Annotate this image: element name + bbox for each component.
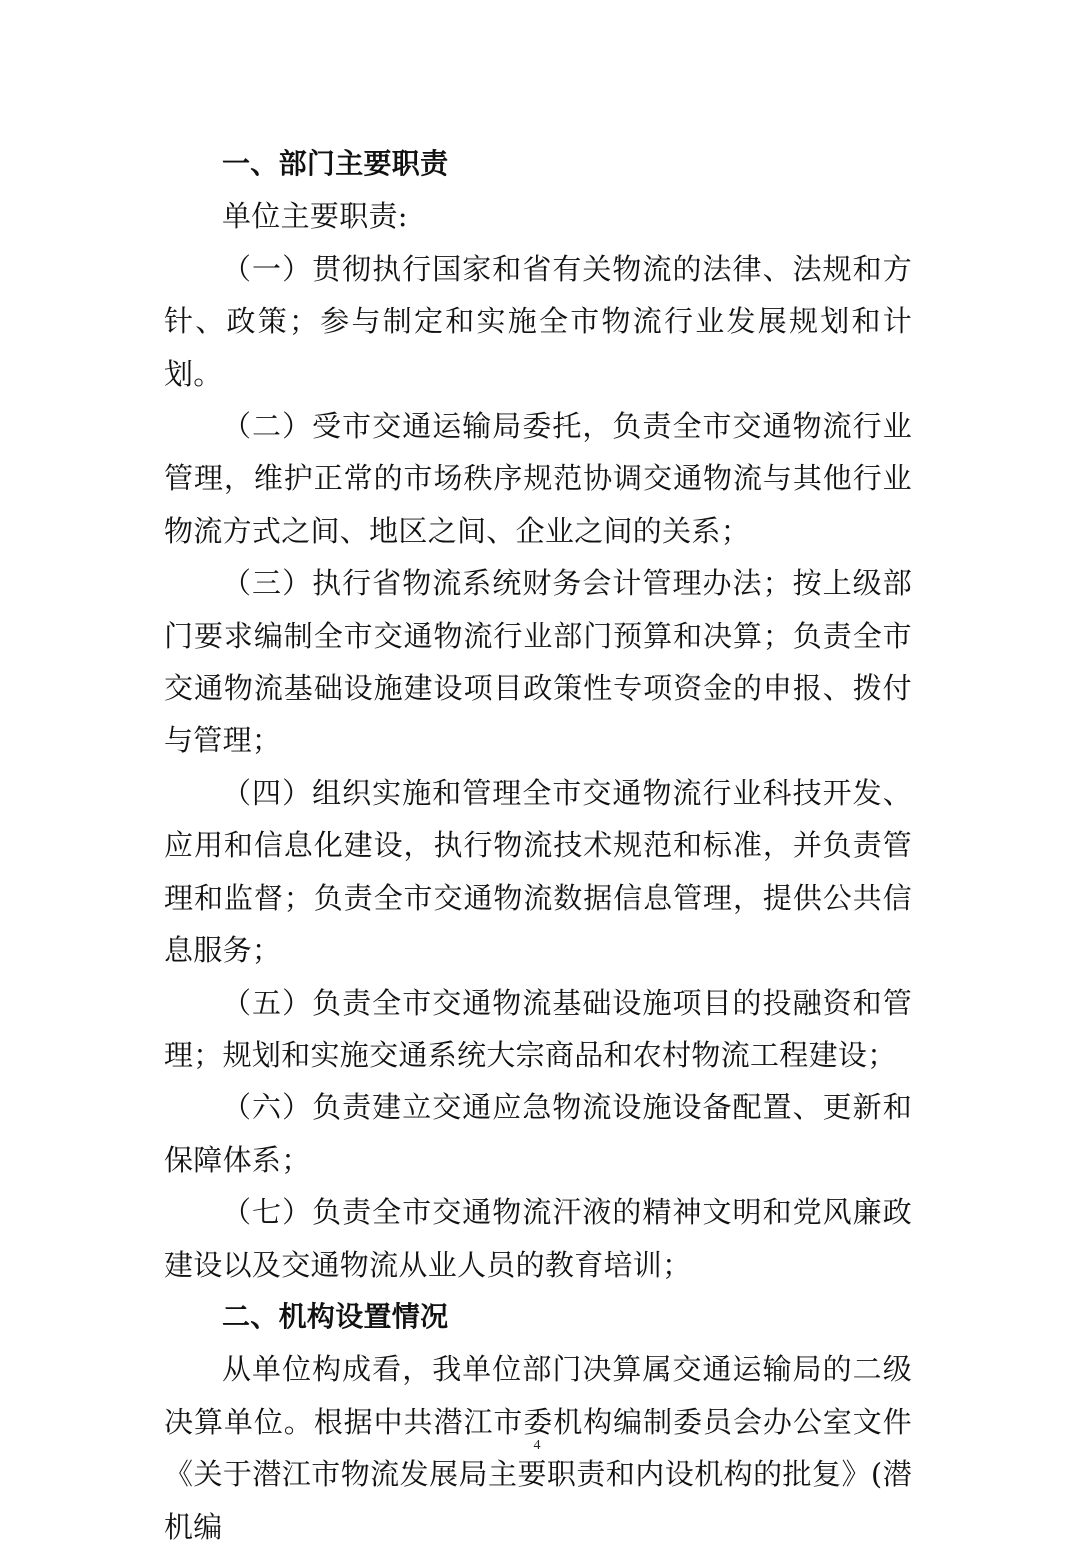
duty-item-5: （五）负责全市交通物流基础设施项目的投融资和管理；规划和实施交通系统大宗商品和农村物流工程建设； xyxy=(164,985,912,1072)
duty-item-3: （三）执行省物流系统财务会计管理办法；按上级部门要求编制全市交通物流行业部门预算和决算；负责全市交通物流基础设施建设项目政策性专项资金的申报、拨付与管理； xyxy=(164,566,912,758)
duties-intro: 单位主要职责: xyxy=(222,199,408,234)
duty-item-7: （七）负责全市交通物流汗液的精神文明和党风廉政建设以及交通物流从业人员的教育培训； xyxy=(164,1195,912,1282)
duty-item-2: （二）受市交通运输局委托，负责全市交通物流行业管理，维护正常的市场秩序规范协调交通物流与其他行业物流方式之间、地区之间、企业之间的关系； xyxy=(164,409,912,548)
page-number: 4 xyxy=(533,1438,541,1453)
duty-item-6: （六）负责建立交通应急物流设施设备配置、更新和保障体系； xyxy=(164,1090,912,1177)
duty-item-4: （四）组织实施和管理全市交通物流行业科技开发、应用和信息化建设，执行物流技术规范和标准，并负责管理和监督；负责全市交通物流数据信息管理，提供公共信息服务； xyxy=(164,775,912,968)
section-heading-duties: 一、部门主要职责 xyxy=(222,147,449,180)
document-body xyxy=(164,138,912,1553)
duty-item-1: （一）贯彻执行国家和省有关物流的法律、法规和方针、政策；参与制定和实施全市物流行业发展规划和计划。 xyxy=(164,251,912,391)
section-heading-organization: 二、机构设置情况 xyxy=(222,1299,449,1333)
organization-paragraph: 从单位构成看，我单位部门决算属交通运输局的二级决算单位。根据中共潜江市委机构编制委员会办公室文件《关于潜江市物流发展局主要职责和内设机构的批复》(潜机编 xyxy=(164,1352,912,1544)
